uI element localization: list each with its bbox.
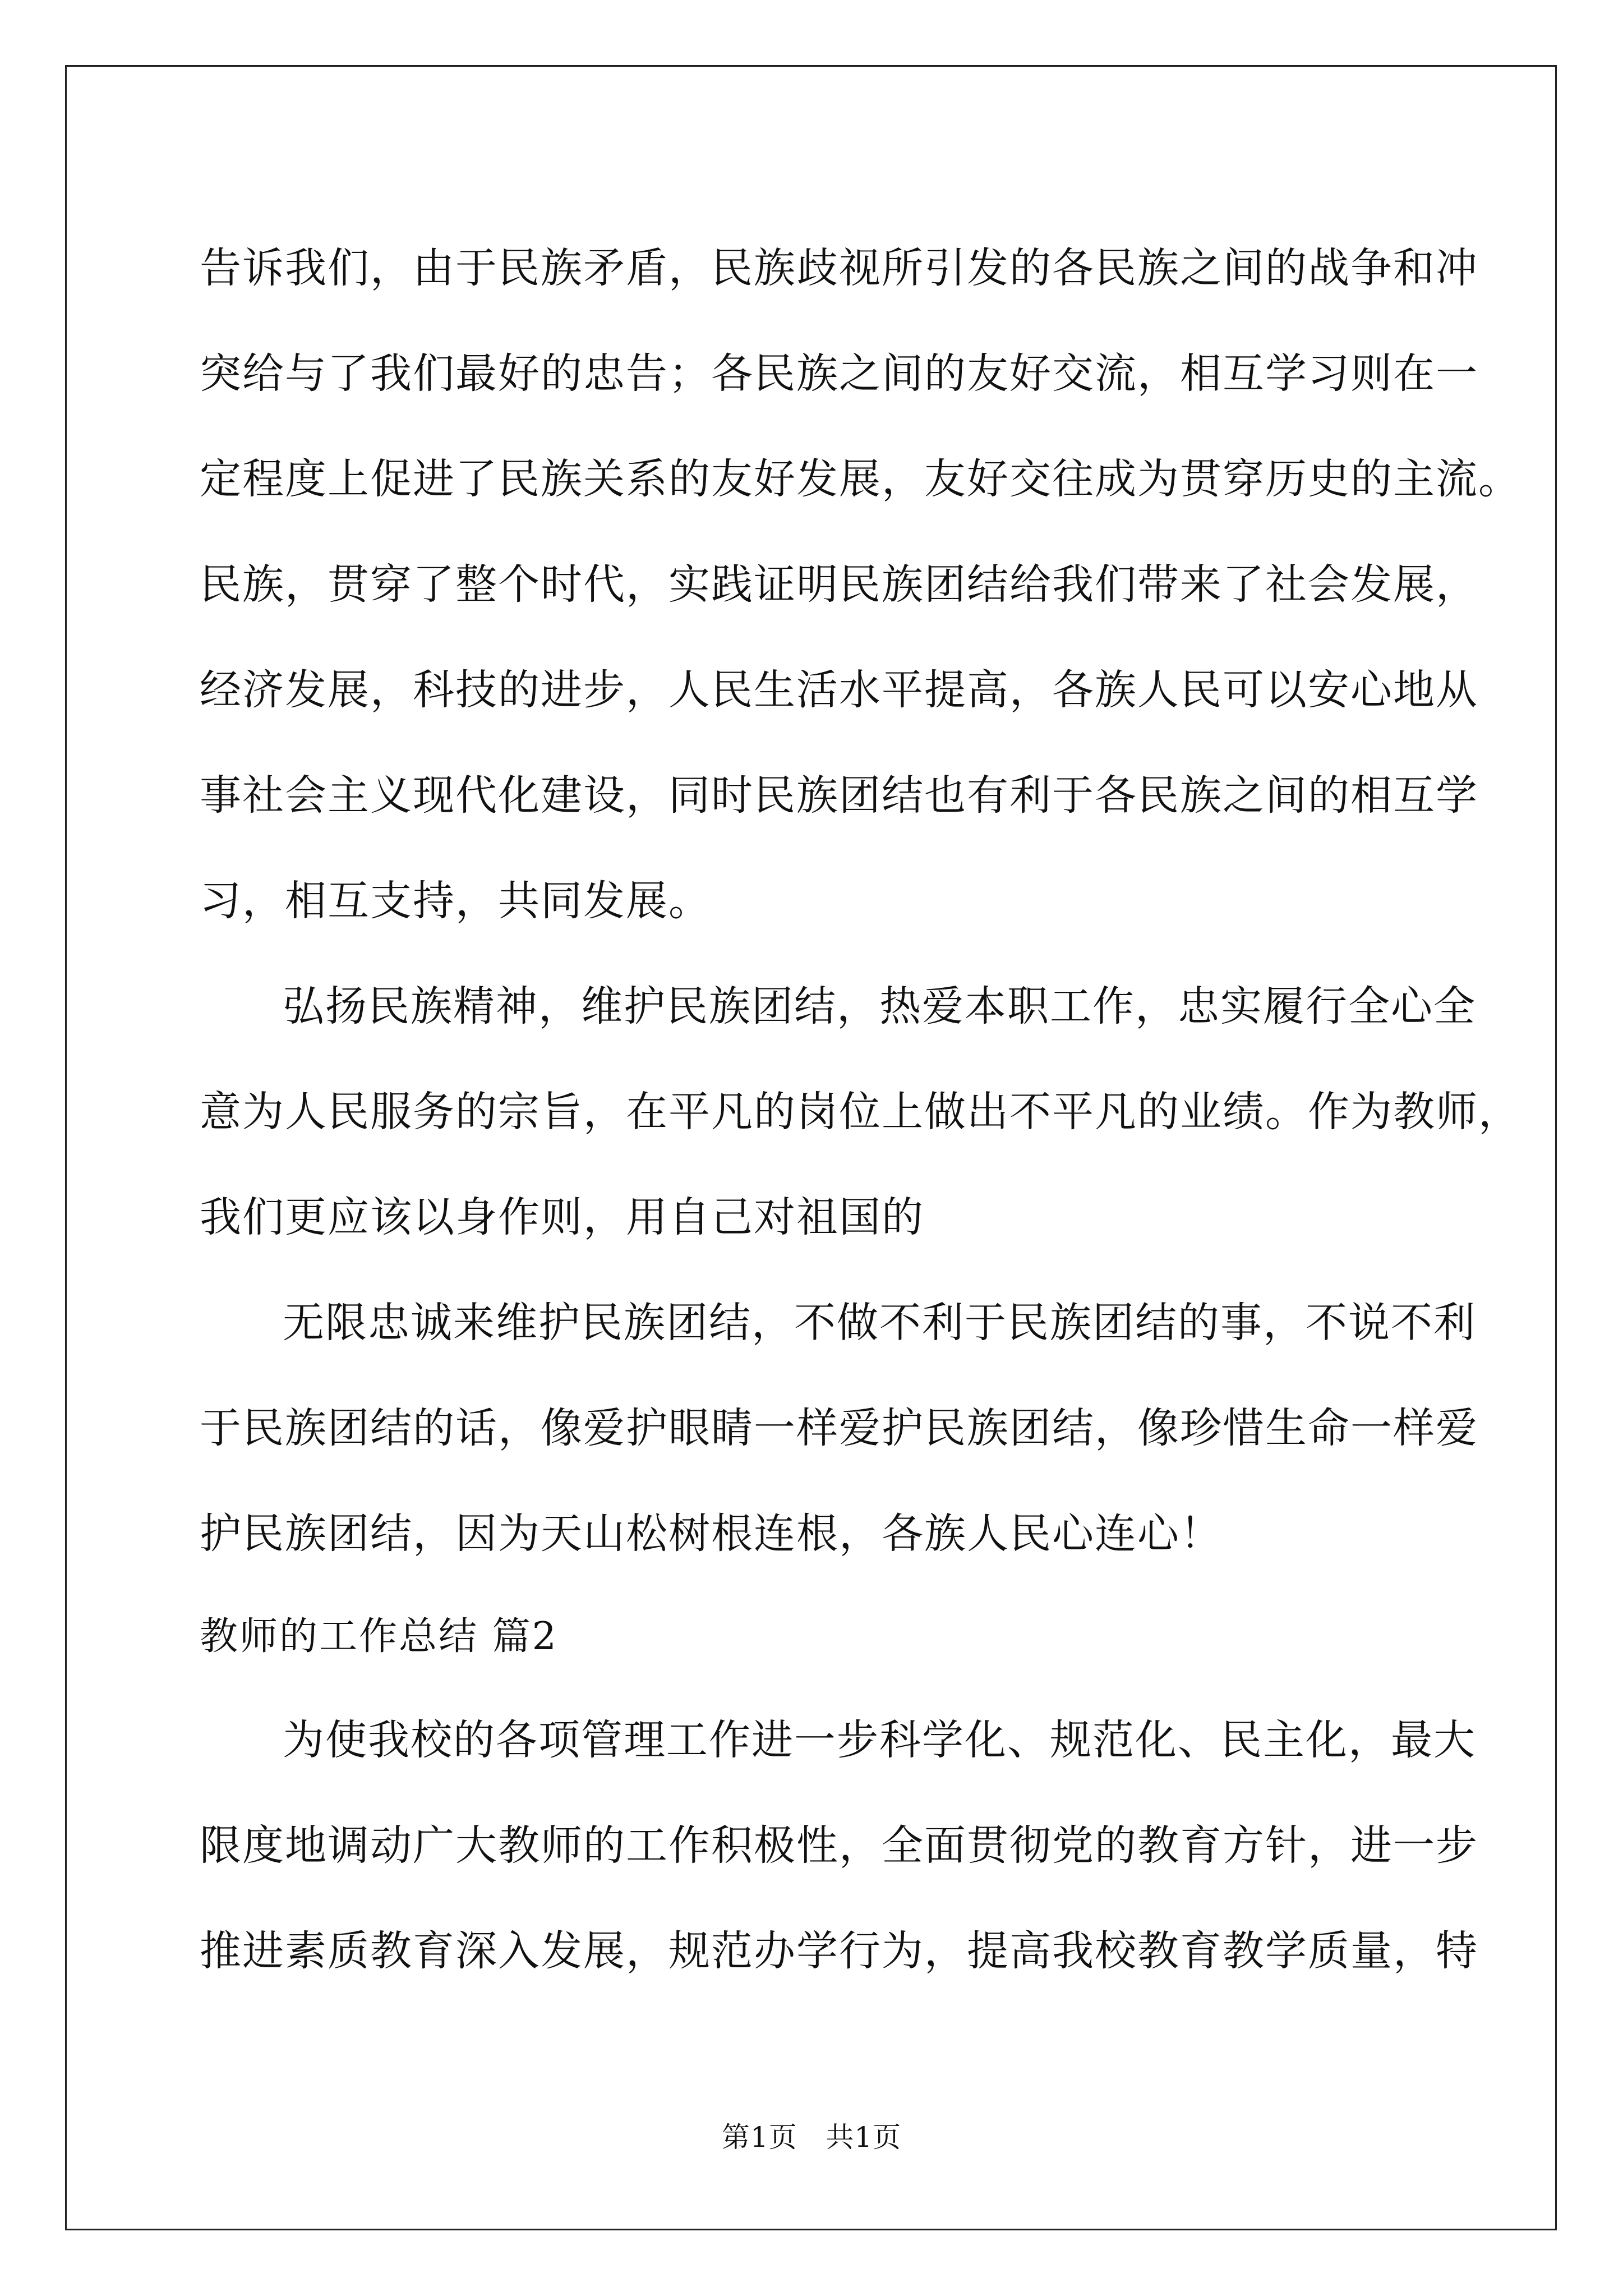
paragraph-line: 民族，贯穿了整个时代，实践证明民族团结给我们带来了社会发展， bbox=[200, 560, 1478, 609]
paragraph-line: 定程度上促进了民族关系的友好发展，友好交往成为贯穿历史的主流。 bbox=[200, 455, 1521, 503]
page-number-footer: 第1页 共1页 bbox=[721, 2121, 902, 2154]
paragraph-4 bbox=[200, 1687, 1478, 2004]
paragraph-line: 经济发展，科技的进步，人民生活水平提高，各族人民可以安心地从 bbox=[200, 666, 1478, 714]
paragraph-line: 突给与了我们最好的忠告；各民族之间的友好交流，相互学习则在一 bbox=[200, 349, 1478, 398]
paragraph-line: 无限忠诚来维护民族团结，不做不利于民族团结的事，不说不利 bbox=[283, 1299, 1476, 1347]
paragraph-2 bbox=[200, 954, 1521, 1270]
paragraph-line: 推进素质教育深入发展，规范办学行为，提高我校教育教学质量，特 bbox=[200, 1927, 1478, 1975]
paragraph-3 bbox=[200, 1270, 1478, 1586]
paragraph-line: 习，相互支持，共同发展。 bbox=[200, 877, 711, 925]
paragraph-line: 我们更应该以身作则，用自己对祖国的 bbox=[200, 1193, 924, 1241]
paragraph-line: 弘扬民族精神，维护民族团结，热爱本职工作，忠实履行全心全 bbox=[283, 982, 1476, 1030]
paragraph-line: 告诉我们，由于民族矛盾，民族歧视所引发的各民族之间的战争和冲 bbox=[200, 244, 1478, 292]
paragraph-line: 事社会主义现代化建设，同时民族团结也有利于各民族之间的相互学 bbox=[200, 771, 1478, 820]
paragraph-line: 于民族团结的话，像爱护眼睛一样爱护民族团结，像珍惜生命一样爱 bbox=[200, 1404, 1478, 1452]
paragraph-line: 意为人民服务的宗旨，在平凡的岗位上做出不平凡的业绩。作为教师， bbox=[200, 1088, 1521, 1136]
document-body bbox=[200, 215, 1521, 2004]
paragraph-1 bbox=[200, 215, 1521, 954]
paragraph-line: 为使我校的各项管理工作进一步科学化、规范化、民主化，最大 bbox=[283, 1716, 1476, 1764]
paragraph-line: 限度地调动广大教师的工作积极性，全面贯彻党的教育方针，进一步 bbox=[200, 1821, 1478, 1870]
paragraph-line: 护民族团结，因为天山松树根连根，各族人民心连心！ bbox=[200, 1510, 1223, 1558]
section-heading: 教师的工作总结 篇2 bbox=[200, 1614, 558, 1659]
